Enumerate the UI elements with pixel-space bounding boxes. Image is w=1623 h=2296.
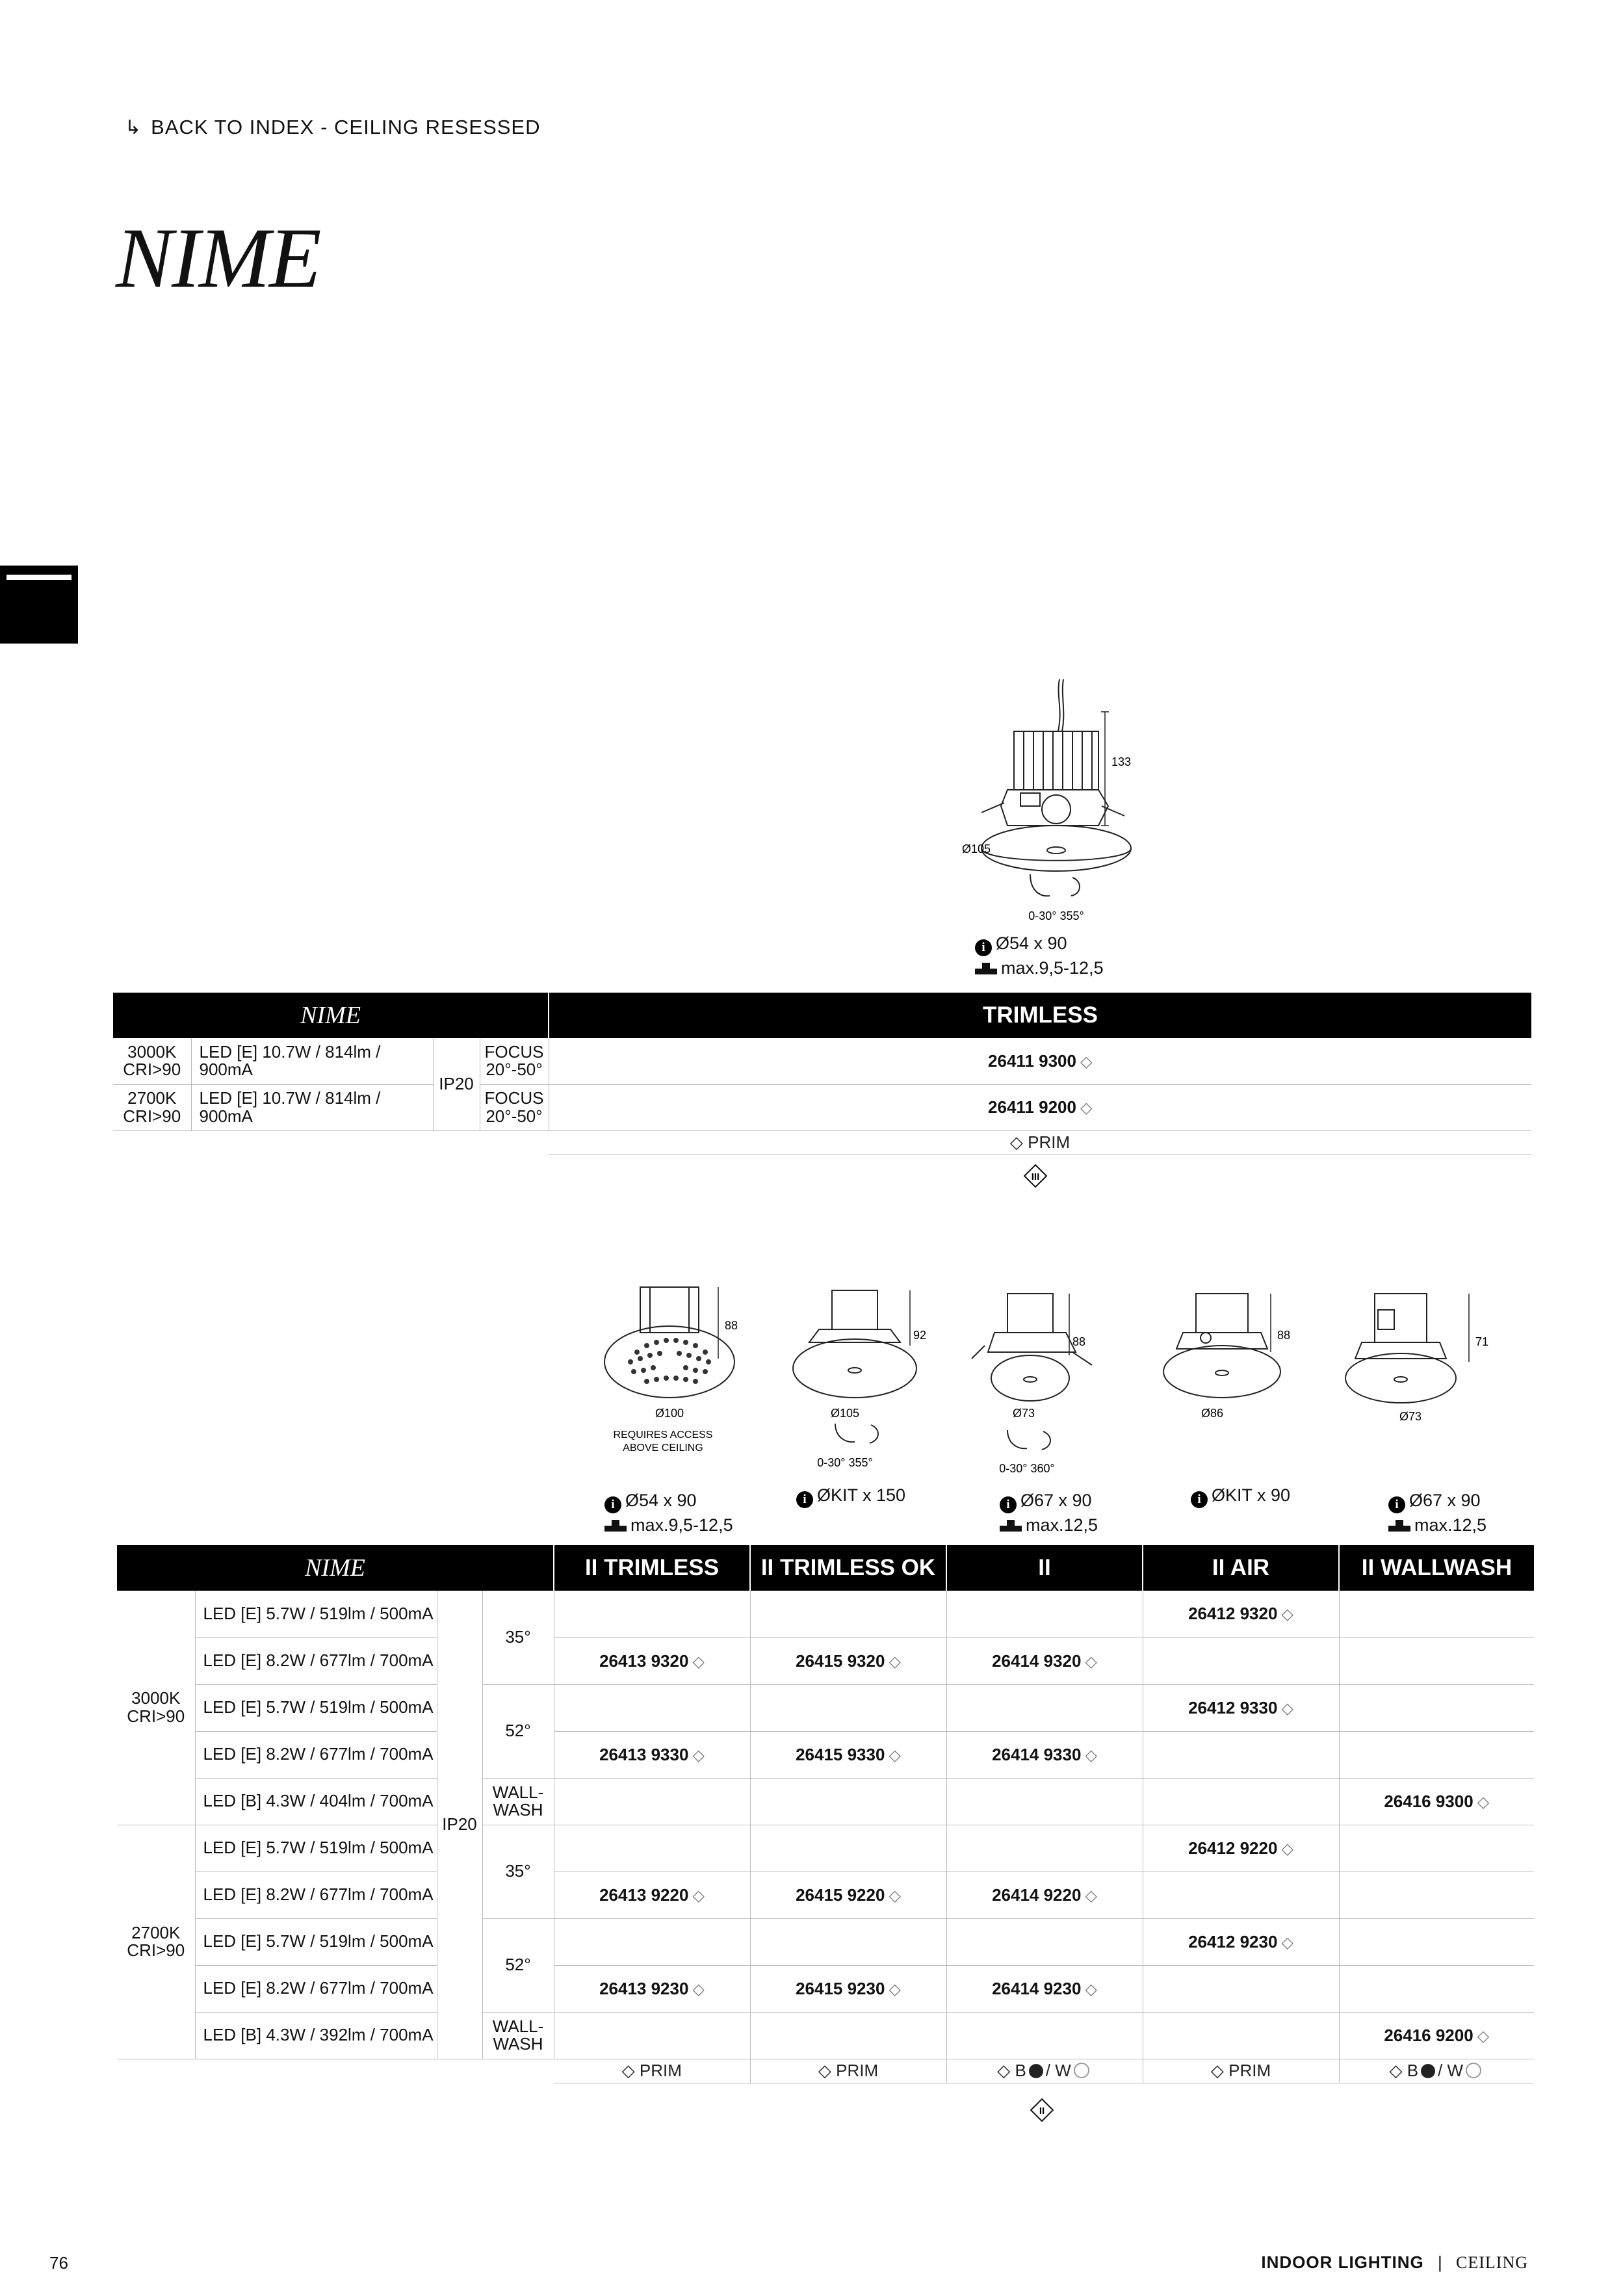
product-code: 26412 9220 (1188, 1838, 1278, 1858)
product-drawing-trimless (942, 676, 1150, 923)
ip-rating: IP20 (437, 1591, 482, 2059)
return-arrow-icon: ↳ (125, 116, 142, 138)
cct-group: 2700K CRI>90 (117, 1825, 195, 2059)
led-spec: LED [E] 5.7W / 519lm / 500mA (195, 1684, 437, 1731)
led-spec: LED [E] 8.2W / 677lm / 700mA (195, 1872, 437, 1918)
white-swatch-icon (1074, 2063, 1089, 2078)
drawing-info-4: i Ø67 x 90 max.12,5 (1388, 1489, 1487, 1537)
info-icon: i (1191, 1491, 1208, 1508)
table-header (113, 993, 1531, 1038)
black-swatch-icon (1029, 2064, 1043, 2078)
product-code: 26412 9230 (1188, 1931, 1278, 1951)
info-icon: i (1388, 1496, 1405, 1513)
finish-row (113, 1130, 1531, 1155)
product-code: 26411 9200 (988, 1097, 1076, 1117)
svg-text:III: III (1031, 1171, 1040, 1182)
finish-prim: ◇ PRIM (554, 2059, 750, 2083)
finish-diamond-icon: ◇ (1281, 1606, 1293, 1624)
product-code: 26413 9330 (599, 1744, 689, 1764)
header-col-ii-air: II AIR (1143, 1545, 1339, 1591)
svg-text:0-30° 360°: 0-30° 360° (999, 1462, 1055, 1475)
table-row (117, 1872, 1534, 1918)
table-row (117, 1778, 1534, 1825)
header-product-name: NIME (113, 993, 549, 1038)
finish-black-white: ◇ B / W (946, 2059, 1143, 2083)
product-code: 26412 9320 (1188, 1604, 1278, 1624)
finish-diamond-icon: ◇ (1085, 1746, 1097, 1764)
svg-text:Ø105: Ø105 (830, 1407, 860, 1420)
product-code: 26415 9220 (796, 1885, 885, 1905)
header-col-ii-wallwash: II WALLWASH (1361, 1555, 1513, 1580)
product-code: 26414 9330 (992, 1744, 1082, 1764)
svg-text:0-30° 355°: 0-30° 355° (817, 1456, 873, 1469)
product-code: 26412 9330 (1188, 1697, 1278, 1717)
finish-diamond-icon: ◇ (1085, 1652, 1097, 1671)
table-row (117, 1591, 1534, 1637)
table-row (117, 1684, 1534, 1731)
svg-text:Ø100: Ø100 (655, 1407, 684, 1420)
led-spec: LED [E] 8.2W / 677lm / 700mA (195, 1965, 437, 2012)
product-drawing-ii (968, 1281, 1137, 1482)
table-row (117, 1965, 1534, 2012)
product1-install-info (975, 932, 1104, 980)
table-row: 3000K CRI>90 LED [E] 10.7W / 814lm / 900mA IP20 FOCUS 20°-50° 26411 9300 ◇ (113, 1038, 1531, 1084)
beam-angle: 35° (482, 1591, 554, 1684)
finish-diamond-icon: ◇ (1085, 1886, 1097, 1905)
finish-diamond-icon: ◇ (1281, 1933, 1293, 1951)
svg-text:88: 88 (1277, 1329, 1291, 1342)
finish-diamond-icon: ◇ (1477, 1793, 1490, 1811)
beam-wallwash: WALL- WASH (482, 1778, 554, 1825)
drawing-info-3: i ØKIT x 90 (1191, 1483, 1290, 1508)
product-drawing-ii-air (1157, 1281, 1313, 1424)
ceiling-thickness-icon (1388, 1520, 1410, 1532)
table-row (117, 1731, 1534, 1778)
product-code: 26413 9320 (599, 1650, 689, 1671)
svg-text:REQUIRES ACCESS: REQUIRES ACCESS (613, 1429, 713, 1441)
led-spec: LED [E] 8.2W / 677lm / 700mA (195, 1637, 437, 1684)
info-icon: i (796, 1491, 813, 1508)
table-row (117, 1825, 1534, 1872)
drawing-info-1: i ØKIT x 150 (796, 1483, 905, 1508)
table-row (117, 1918, 1534, 1965)
led-spec: LED [E] 5.7W / 519lm / 500mA (195, 1918, 437, 1965)
led-spec: LED [E] 5.7W / 519lm / 500mA (195, 1591, 437, 1637)
white-swatch-icon (1466, 2063, 1481, 2078)
led-spec: LED [E] 8.2W / 677lm / 700mA (195, 1731, 437, 1778)
drawing-info-2: i Ø67 x 90 max.12,5 (1000, 1489, 1098, 1537)
finish-diamond-icon: ◇ (889, 1980, 901, 1998)
trimless-spec-table (113, 993, 1531, 1155)
info-icon: i (604, 1496, 621, 1513)
back-to-index-label: BACK TO INDEX - CEILING RESESSED (151, 116, 541, 138)
finish-diamond-icon: ◇ (1085, 1980, 1097, 1998)
finish-diamond-icon: ◇ (1477, 2027, 1490, 2045)
finish-black-white: ◇ B / W (1339, 2059, 1534, 2083)
page-title: NIME (116, 210, 320, 306)
back-to-index-link[interactable] (125, 116, 540, 139)
finish-diamond-icon: ◇ (1080, 1099, 1093, 1117)
product-code: 26416 9300 (1384, 1791, 1474, 1811)
finish-diamond-icon: ◇ (692, 1980, 705, 1998)
ceiling-thickness-icon (975, 963, 997, 974)
section-tab-marker (0, 566, 78, 644)
svg-text:II: II (1039, 2106, 1045, 2117)
ii-series-spec-table (117, 1545, 1534, 1591)
svg-text:71: 71 (1475, 1335, 1489, 1348)
product-code: 26413 9230 (599, 1978, 689, 1998)
drawing-height-label: 133 (1111, 755, 1132, 768)
info-icon: i (1000, 1496, 1017, 1513)
ceiling-thickness-icon (604, 1520, 627, 1532)
finish-prim: ◇ PRIM (750, 2059, 946, 2083)
finish-diamond-icon: ◇ (1281, 1840, 1293, 1858)
ip-rating: IP20 (433, 1038, 480, 1130)
header-product-name: NIME (117, 1545, 554, 1591)
ii-series-spec-table-body (117, 1591, 1534, 2083)
table-row (117, 1637, 1534, 1684)
svg-text:88: 88 (725, 1319, 738, 1332)
svg-text:Ø86: Ø86 (1201, 1407, 1224, 1420)
drawing-info-0: i Ø54 x 90 max.9,5-12,5 (604, 1489, 733, 1537)
cct-group: 3000K CRI>90 (117, 1591, 195, 1825)
product-drawing-ii-wallwash (1339, 1281, 1495, 1430)
finish-diamond-icon: ◇ (692, 1652, 705, 1671)
finish-diamond-icon: ◇ (889, 1746, 901, 1764)
svg-text:92: 92 (913, 1329, 927, 1342)
led-spec: LED [E] 5.7W / 519lm / 500mA (195, 1825, 437, 1872)
cutout-dimension: Ø54 x 90 (996, 933, 1067, 953)
table-header (117, 1545, 1534, 1591)
product-code: 26414 9320 (992, 1650, 1082, 1671)
finish-diamond-icon: ◇ (692, 1746, 705, 1764)
product-code: 26413 9220 (599, 1885, 689, 1905)
finish-diamond-icon: ◇ (889, 1886, 901, 1905)
info-icon: i (975, 939, 992, 956)
header-col-ii-trimless-ok: II TRIMLESS OK (750, 1545, 946, 1591)
finish-diamond-icon: ◇ (1080, 1052, 1093, 1071)
table-row (117, 2012, 1534, 2059)
electrical-class-iii-icon (1023, 1164, 1048, 1188)
header-col-ii-trimless: II TRIMLESS (554, 1545, 750, 1591)
beam-angle: 35° (482, 1825, 554, 1918)
product-code: 26414 9230 (992, 1978, 1082, 1998)
product-code: 26411 9300 (988, 1050, 1076, 1071)
led-spec: LED [B] 4.3W / 392lm / 700mA (195, 2012, 437, 2059)
beam-wallwash: WALL- WASH (482, 2012, 554, 2059)
footer-section: INDOOR LIGHTING | CEILING (1261, 2252, 1528, 2272)
finish-row (117, 2059, 1534, 2083)
product-drawing-ii-trimless (585, 1281, 780, 1463)
product-code: 26415 9230 (796, 1978, 885, 1998)
page-number: 76 (49, 2253, 68, 2273)
ceiling-thickness-icon (1000, 1520, 1022, 1532)
product-code: 26416 9200 (1384, 2025, 1474, 2045)
finish-diamond-icon: ◇ (1281, 1699, 1293, 1717)
drawing-diameter-label: Ø105 (962, 842, 991, 855)
product-code: 26415 9330 (796, 1744, 885, 1764)
finish-diamond-icon: ◇ (692, 1886, 705, 1905)
table-row: 2700K CRI>90 LED [E] 10.7W / 814lm / 900mA FOCUS 20°-50° 26411 9200 ◇ (113, 1084, 1531, 1130)
product-drawing-ii-trimless-ok (780, 1281, 949, 1476)
finish-label: ◇ PRIM (549, 1130, 1531, 1155)
beam-angle: 52° (482, 1918, 554, 2012)
led-spec: LED [B] 4.3W / 404lm / 700mA (195, 1778, 437, 1825)
black-swatch-icon (1421, 2064, 1435, 2078)
product-code: 26415 9320 (796, 1650, 885, 1671)
finish-diamond-icon: ◇ (889, 1652, 901, 1671)
beam-angle: 52° (482, 1684, 554, 1778)
svg-text:88: 88 (1072, 1335, 1086, 1348)
header-col-ii: II (946, 1545, 1143, 1591)
ceiling-thickness-value: max.9,5-12,5 (1001, 958, 1104, 978)
product-code: 26414 9220 (992, 1885, 1082, 1905)
finish-prim: ◇ PRIM (1143, 2059, 1339, 2083)
svg-text:Ø73: Ø73 (1012, 1407, 1035, 1420)
electrical-class-ii-icon (1030, 2098, 1054, 2122)
svg-text:Ø73: Ø73 (1399, 1410, 1422, 1423)
svg-text:ABOVE CEILING: ABOVE CEILING (623, 1442, 703, 1454)
header-variant: TRIMLESS (983, 1002, 1098, 1028)
drawing-rotation-label: 0-30° 355° (1028, 909, 1084, 922)
